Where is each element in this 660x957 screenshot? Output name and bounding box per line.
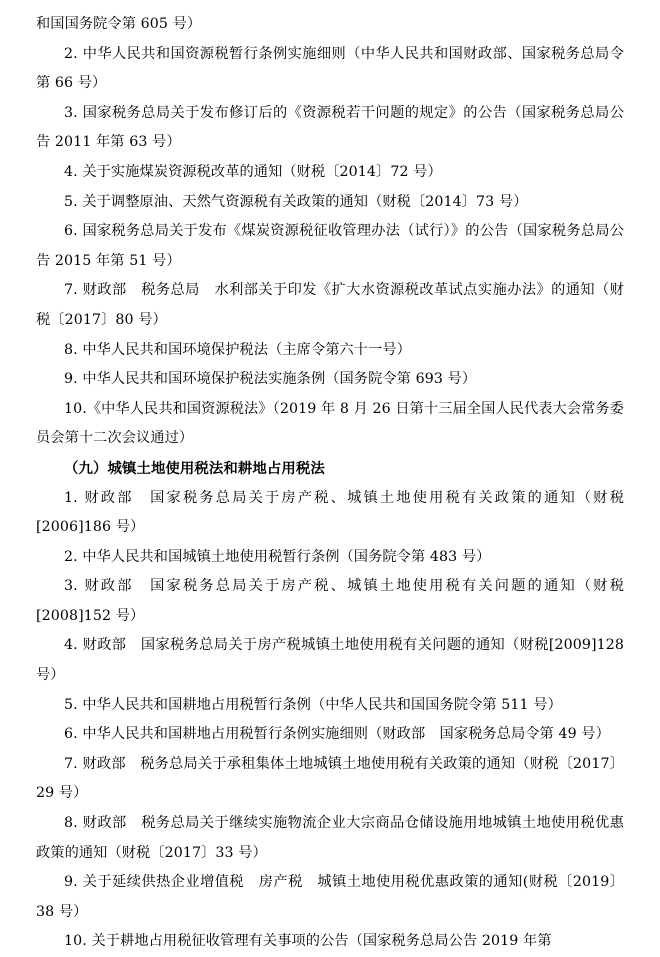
list-item: 10.《中华人民共和国资源税法》（2019 年 8 月 26 日第十三届全国人民代表大会常务委员会第十二次会议通过） (36, 400, 624, 447)
list-item: 8. 财政部 税务总局关于继续实施物流企业大宗商品仓储设施用地城镇土地使用税优惠政策的通知（财税〔2017〕33 号） (36, 815, 624, 861)
section-heading: （九）城镇土地使用税法和耕地占用税法 (64, 459, 325, 477)
list-item: 9. 关于延续供热企业增值税 房产税 城镇土地使用税优惠政策的通知(财税〔2019〕38 号） (36, 874, 624, 920)
list-item: 2. 中华人民共和国资源税暂行条例实施细则（中华人民共和国财政部、国家税务总局令第 66 号） (36, 45, 624, 92)
list-item: 7. 财政部 税务总局关于承租集体土地城镇土地使用税有关政策的通知（财税〔2017〕29 号） (36, 755, 624, 802)
list-item: 6. 国家税务总局关于发布《煤炭资源税征收管理办法（试行）》的公告（国家税务总局公告 2015 年第 51 号） (36, 223, 624, 269)
paragraph-continuation: 和国国务院令第 605 号） (36, 16, 202, 32)
list-item: 4. 关于实施煤炭资源税改革的通知（财税〔2014〕72 号） (64, 163, 442, 180)
list-item: 6. 中华人民共和国耕地占用税暂行条例实施细则（财政部 国家税务总局令第 49 号） (64, 726, 610, 743)
list-item: 8. 中华人民共和国环境保护税法（主席令第六十一号） (64, 341, 411, 358)
list-item: 3. 财政部 国家税务总局关于房产税、城镇土地使用税有关问题的通知（财税[2008]152 号） (36, 578, 624, 624)
list-item: 10. 关于耕地占用税征收管理有关事项的公告（国家税务总局公告 2019 年第 (64, 933, 552, 950)
list-item: 4. 财政部 国家税务总局关于房产税城镇土地使用税有关问题的通知（财税[2009]128 号） (36, 637, 629, 684)
list-item: 5. 中华人民共和国耕地占用税暂行条例（中华人民共和国国务院令第 511 号） (64, 696, 562, 713)
list-item: 5. 关于调整原油、天然气资源税有关政策的通知（财税〔2014〕73 号） (64, 193, 528, 210)
list-item: 1. 财政部 国家税务总局关于房产税、城镇土地使用税有关政策的通知（财税[2006]186 号） (36, 489, 624, 536)
list-item: 2. 中华人民共和国城镇土地使用税暂行条例（国务院令第 483 号） (64, 548, 491, 565)
list-item: 3. 国家税务总局关于发布修订后的《资源税若干问题的规定》的公告（国家税务总局公告 2011 年第 63 号） (36, 104, 624, 151)
list-item: 9. 中华人民共和国环境保护税法实施条例（国务院令第 693 号） (64, 371, 477, 388)
list-item: 7. 财政部 税务总局 水利部关于印发《扩大水资源税改革试点实施办法》的通知（财税〔2017〕80 号） (36, 282, 624, 328)
